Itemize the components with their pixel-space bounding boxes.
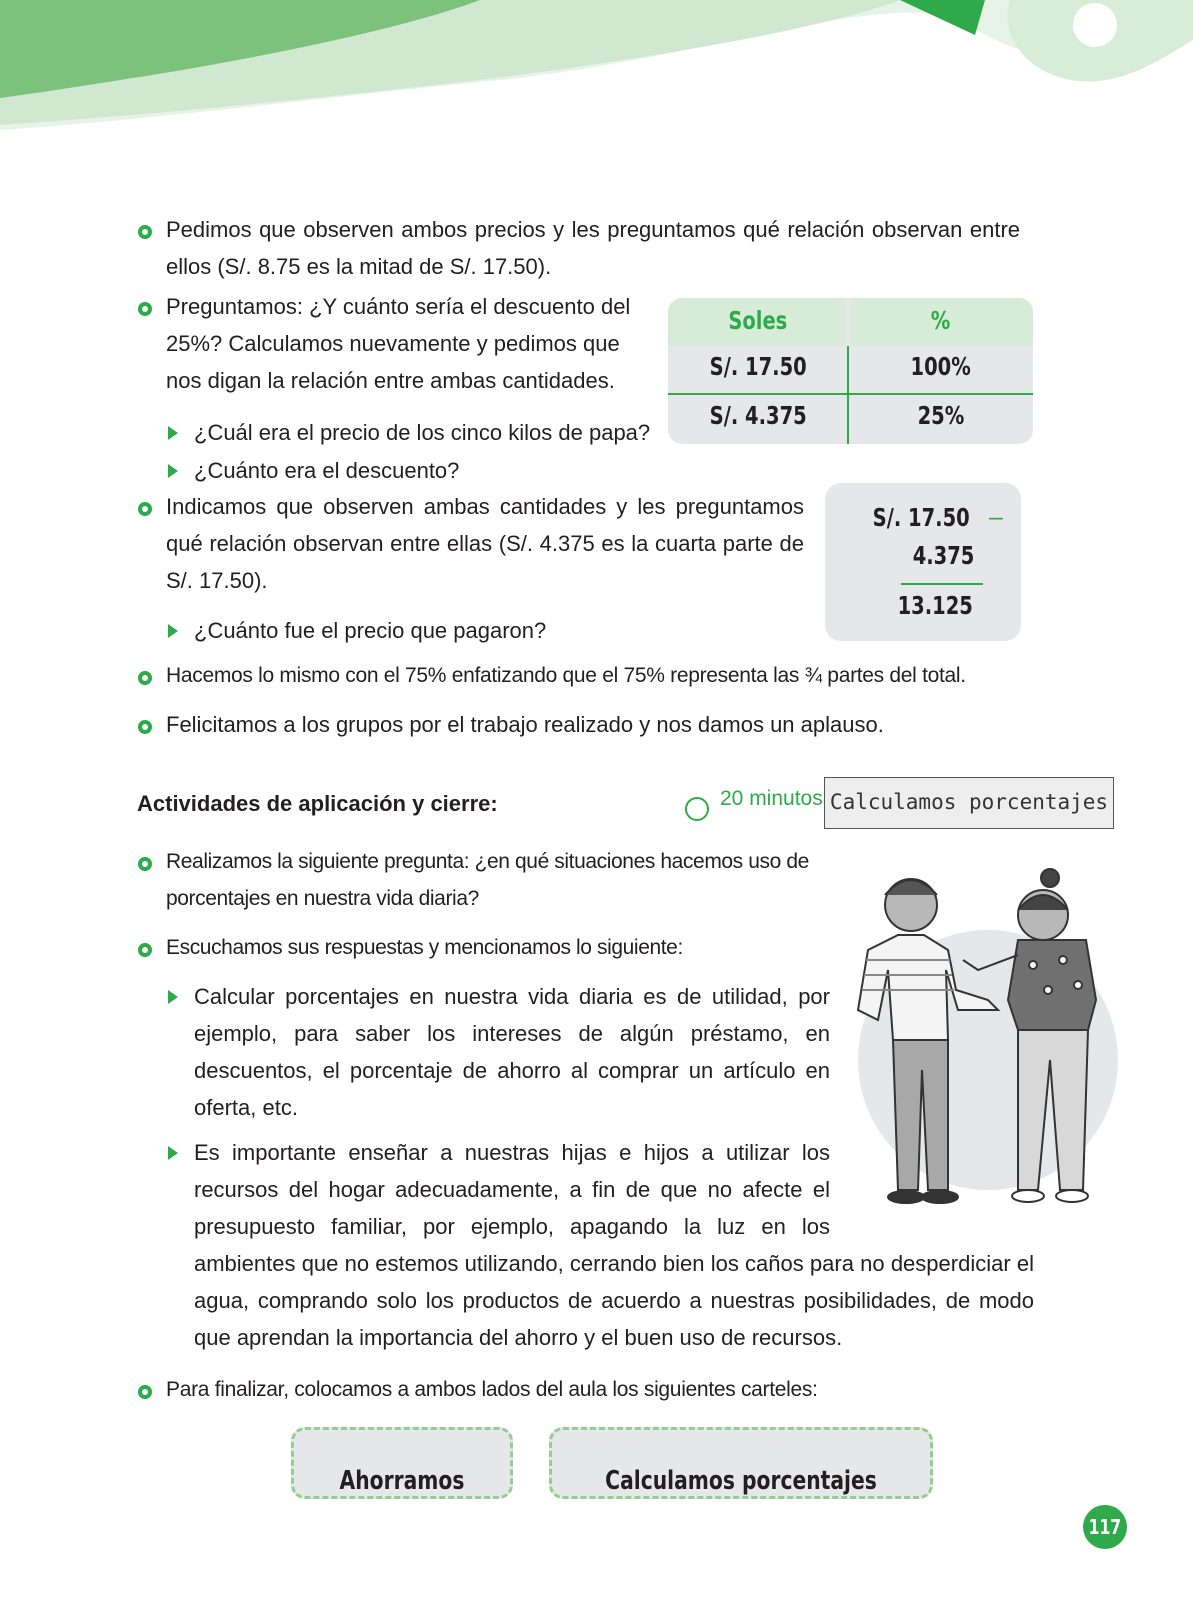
paragraph-observe-amounts: Indicamos que observen ambas cantidades y les preguntamos qué relación observan entre ellas (S/. 4.375 es la cuarta parte de S/. 17.50).: [166, 494, 804, 593]
table-cell: S/. 4.375: [709, 401, 807, 430]
paragraph-75-percent: Hacemos lo mismo con el 75% enfatizando que el 75% representa las ¾ partes del total.: [166, 664, 966, 687]
bullet-icon: [138, 671, 152, 685]
minus-sign: –: [989, 503, 1003, 531]
sum-line: [901, 583, 983, 585]
bullet-icon: [138, 302, 152, 316]
table-header-soles: Soles: [728, 306, 788, 335]
question-price-paid: ¿Cuánto fue el precio que pagaron?: [194, 618, 547, 643]
section-title: Actividades de aplicación y cierre:: [137, 791, 498, 816]
bullet-icon: [138, 943, 152, 957]
table-header-percent: %: [931, 306, 951, 335]
bullet-icon: [138, 1385, 152, 1399]
duration-label: 20 minutos: [720, 787, 823, 810]
question-discount: ¿Cuánto era el descuento?: [194, 458, 460, 483]
sign-text: Calculamos porcentajes: [829, 790, 1109, 814]
two-people-illustration: [838, 860, 1128, 1240]
card-ahorramos: [291, 1427, 513, 1499]
bullet-icon: [138, 720, 152, 734]
paragraph-observe-prices: Pedimos que observen ambos precios y les preguntamos qué relación observan entre ellos (S/. 8.75 es la mitad de S/. 17.50).: [166, 217, 1020, 279]
page-number-badge: [1083, 1505, 1127, 1549]
subtraction-box: [825, 483, 1021, 641]
bullet-icon: [138, 225, 152, 239]
table-cell: 25%: [917, 401, 965, 430]
arrow-bullet-icon: [168, 464, 178, 478]
subitem-percentages-utility: Calcular porcentajes en nuestra vida diaria es de utilidad, por ejemplo, para saber los intereses de algún préstamo, en descuentos, el porcentaje de ahorro al comprar un artículo en oferta, etc.: [194, 984, 830, 1120]
bullet-icon: [138, 857, 152, 871]
table-cell: S/. 17.50: [709, 352, 807, 381]
table-cell: 100%: [910, 352, 972, 381]
arrow-bullet-icon: [168, 426, 178, 440]
arrow-bullet-icon: [168, 990, 178, 1004]
paragraph-listen-answers: Escuchamos sus respuestas y mencionamos lo siguiente:: [166, 936, 683, 959]
percentage-table: [668, 298, 1033, 444]
paragraph-finalize: Para finalizar, colocamos a ambos lados del aula los siguientes carteles:: [166, 1378, 818, 1401]
question-price-potatoes: ¿Cuál era el precio de los cinco kilos de papa?: [194, 420, 651, 445]
subitem-teach-children-part1: Es importante enseñar a nuestras hijas e hijos a utilizar los recursos del hogar adecuadamente, a fin de que no afecte el presupuesto familiar, por ejemplo, apagando la luz en los: [194, 1140, 830, 1239]
paragraph-question-daily-life: Realizamos la siguiente pregunta: ¿en qué situaciones hacemos uso de porcentajes en nuestra vida diaria?: [166, 850, 809, 910]
subitem-teach-children-part2: ambientes que no estemos utilizando, cerrando bien los caños para no desperdiciar el agua, comprando solo los productos de acuerdo a nuestras posibilidades, de modo que aprendan la importancia del ahorro y el buen uso de recursos.: [194, 1251, 1034, 1350]
page-number: 117: [1088, 1515, 1122, 1539]
calc-result: 13.125: [897, 591, 973, 620]
card-calculamos-porcentajes: [549, 1427, 933, 1499]
sign-calculamos-porcentajes: [824, 777, 1114, 829]
paragraph-congratulate: Felicitamos a los grupos por el trabajo realizado y nos damos un aplauso.: [166, 712, 884, 737]
arrow-bullet-icon: [168, 624, 178, 638]
calc-subtrahend: 4.375: [912, 541, 975, 570]
header-wave-decoration: [0, 0, 1193, 150]
clock-icon: [685, 797, 709, 821]
calc-minuend: S/. 17.50: [872, 503, 970, 532]
card-label: Ahorramos: [339, 1466, 465, 1496]
paragraph-discount-25: Preguntamos: ¿Y cuánto sería el descuento del 25%? Calculamos nuevamente y pedimos que nos digan la relación entre ambas cantidades.: [166, 294, 631, 393]
card-label: Calculamos porcentajes: [605, 1466, 877, 1496]
arrow-bullet-icon: [168, 1146, 178, 1160]
bullet-icon: [138, 502, 152, 516]
